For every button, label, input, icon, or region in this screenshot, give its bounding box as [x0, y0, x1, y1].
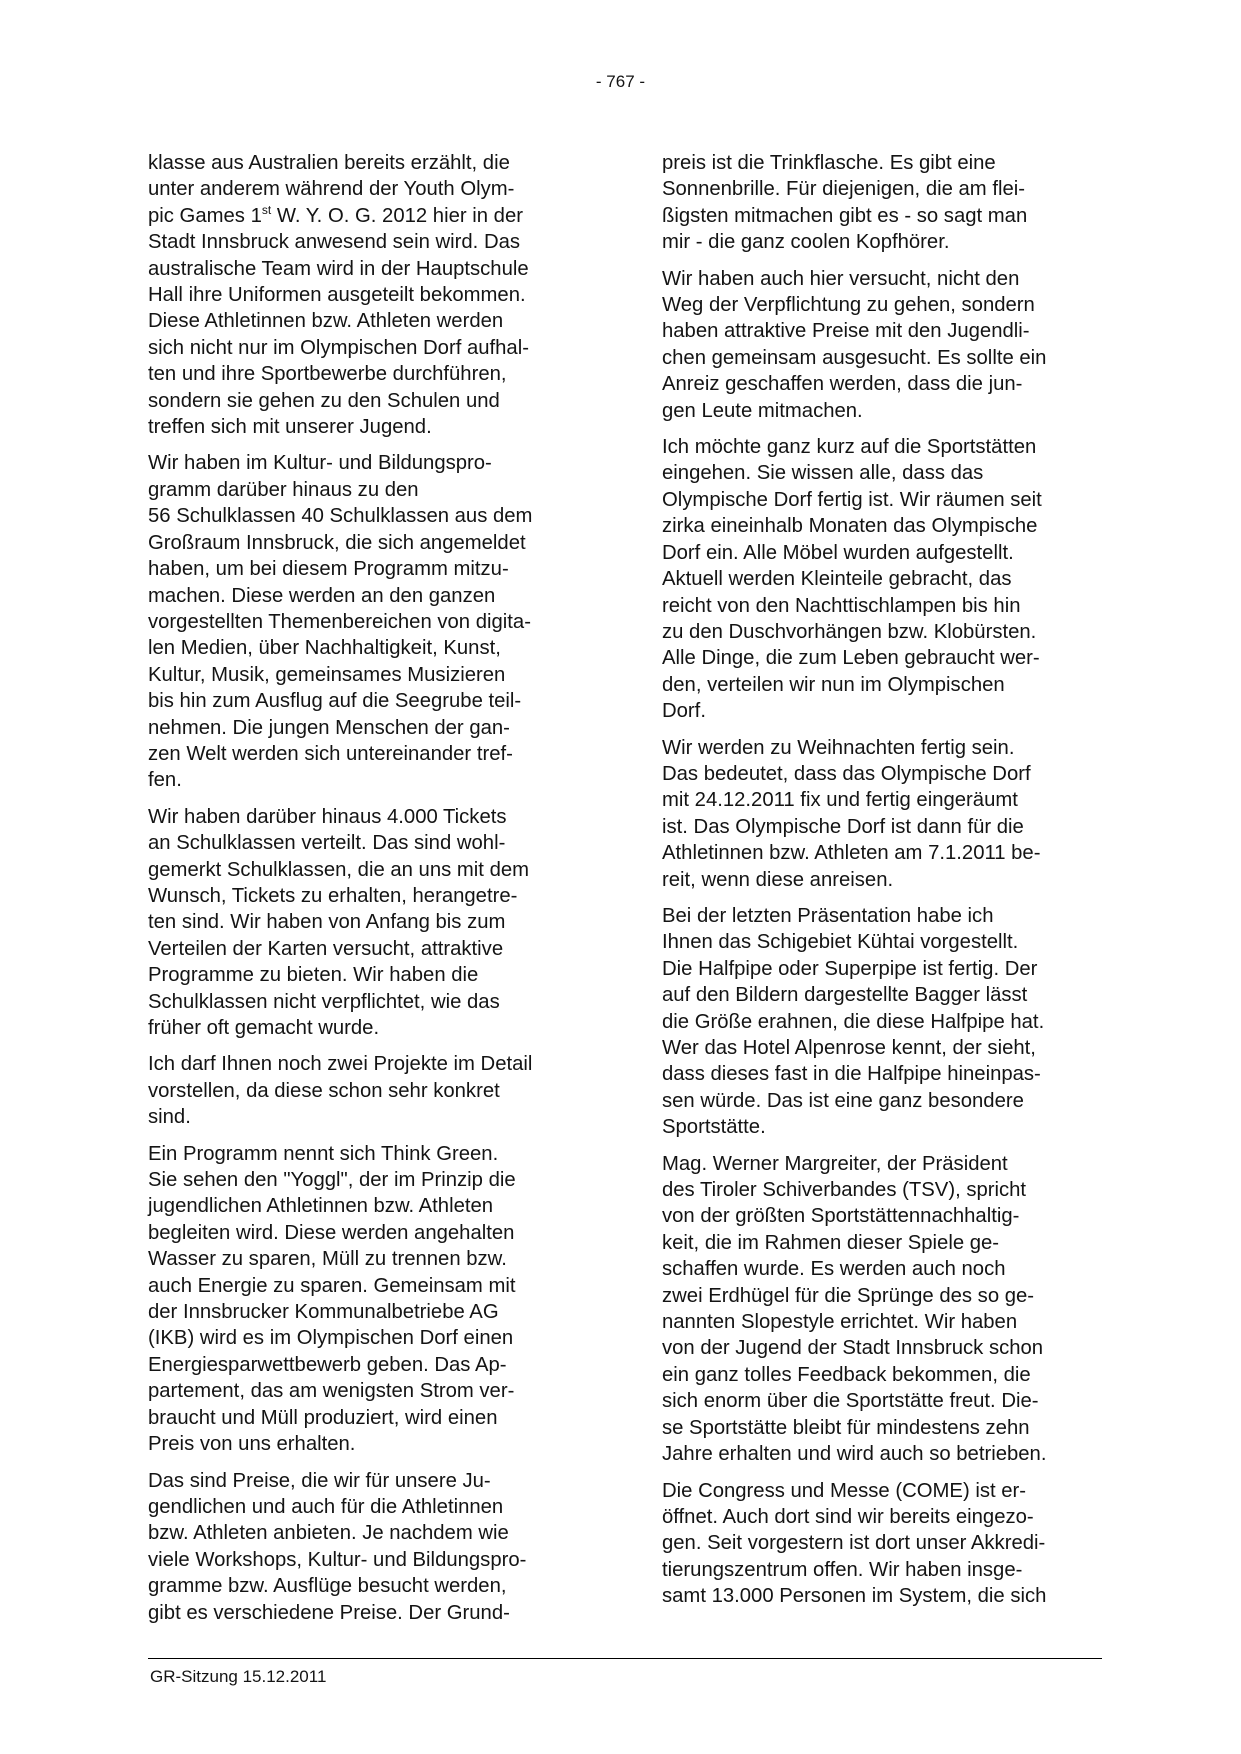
superscript-st: st: [261, 203, 272, 218]
left-paragraph-1-text-a: klasse aus Australien bereits erzählt, die unter anderem während der Youth Olym- pic Games 1: [148, 152, 515, 227]
left-paragraph-3: Wir haben darüber hinaus 4.000 Tickets an Schulklassen verteilt. Das sind wohl- gemerkt Schulklassen, die an uns mit dem Wunsch, Tickets zu erhalten, herangetre- ten sind. Wir haben von Anfang bis zum Verteilen der Karten versucht, attraktive Programme zu bieten. Wir haben die Schulklassen nicht verpflichtet, wie das früher oft gemacht wurde.: [148, 805, 530, 1039]
left-paragraph-6: Das sind Preise, die wir für unsere Ju- gendlichen und auch für die Athletinnen bzw. Athleten anbieten. Je nachdem wie viele Workshops, Kultur- und Bildungspro- gramme bzw. Ausflüge besucht werden, gibt es verschiedene Preise. Der Grund-: [148, 1469, 527, 1624]
left-paragraph-1: [148, 150, 560, 440]
right-paragraph-6: Mag. Werner Margreiter, der Präsident des Tiroler Schiverbandes (TSV), spricht von der größten Sportstättennachhaltig- keit, die im Rahmen dieser Spiele ge- schaffen wurde. Es werden auch noch zwei Erdhügel für die Sprünge des so ge- nannten Slopestyle errichtet. Wir haben von der Jugend der Stadt Innsbruck schon ein ganz tolles Feedback bekommen, die sich enorm über die Sportstätte freut. Die- se Sportstätte bleibt für mindestens zehn Jahre erhalten und wird auch so betrieben.: [662, 1152, 1047, 1466]
right-paragraph-5: Bei der letzten Präsentation habe ich Ihnen das Schigebiet Kühtai vorgestellt. Die Halfpipe oder Superpipe ist fertig. Der auf den Bildern dargestellte Bagger lässt die Größe erahnen, die diese Halfpipe hat. Wer das Hotel Alpenrose kennt, der sieht, dass dieses fast in die Halfpipe hineinpas- sen würde. Das ist eine ganz besondere Sportstätte.: [662, 904, 1045, 1139]
left-paragraph-4: Ich darf Ihnen noch zwei Projekte im Detail vorstellen, da diese schon sehr konkret sind.: [148, 1053, 533, 1129]
left-paragraph-2: Wir haben im Kultur- und Bildungspro- gramm darüber hinaus zu den 56 Schulklassen 40 Schulklassen aus dem Großraum Innsbruck, die sich angemeldet haben, um bei diesem Programm mitzu- machen. Diese werden an den ganzen vorgestellten Themenbereichen von digita- len Medien, über Nachhaltigkeit, Kunst, Kultur, Musik, gemeinsames Musizieren bis hin zum Ausflug auf die Seegrube teil- nehmen. Die jungen Menschen der gan- zen Welt werden sich untereinander tref- fen.: [148, 452, 533, 792]
right-column: [662, 150, 1074, 1620]
page-number: - 767 -: [595, 72, 646, 91]
right-paragraph-4: Wir werden zu Weihnachten fertig sein. Das bedeutet, dass das Olympische Dorf mit 24.12.2011 fix und fertig eingeräumt ist. Das Olympische Dorf ist dann für die Athletinnen bzw. Athleten am 7.1.2011 be- reit, wenn diese anreisen.: [662, 736, 1041, 891]
footer-divider: [148, 1658, 1102, 1659]
left-paragraph-5: Ein Programm nennt sich Think Green. Sie sehen den "Yoggl", der im Prinzip die jugendlichen Athletinnen bzw. Athleten begleiten wird. Diese werden angehalten Wasser zu sparen, Müll zu trennen bzw. auch Energie zu sparen. Gemeinsam mit der Innsbrucker Kommunalbetriebe AG (IKB) wird es im Olympischen Dorf einen Energiesparwettbewerb geben. Das Ap- partement, das am wenigsten Strom ver- braucht und Müll produziert, wird einen Preis von uns erhalten.: [148, 1142, 516, 1456]
right-paragraph-3: Ich möchte ganz kurz auf die Sportstätten eingehen. Sie wissen alle, dass das Olympische Dorf fertig ist. Wir räumen seit zirka eineinhalb Monaten das Olympische Dorf ein. Alle Möbel wurden aufgestellt. Aktuell werden Kleinteile gebracht, das reicht von den Nachttischlampen bis hin zu den Duschvorhängen bzw. Klobürsten. Alle Dinge, die zum Leben gebraucht wer- den, verteilen wir nun im Olympischen Dorf.: [662, 436, 1042, 723]
right-paragraph-2: Wir haben auch hier versucht, nicht den Weg der Verpflichtung zu gehen, sondern haben attraktive Preise mit den Jugendli- chen gemeinsam ausgesucht. Es sollte ein Anreiz geschaffen werden, dass die jun- gen Leute mitmachen.: [662, 267, 1047, 422]
left-paragraph-1-text-b: W. Y. O. G. 2012 hier in der Stadt Innsbruck anwesend sein wird. Das australische Team wird in der Hauptschule Hall ihre Uniformen ausgeteilt bekommen. Diese Athletinnen bzw. Athleten werden sich nicht nur im Olympischen Dorf aufhal- ten und ihre Sportbewerbe durchführen, sondern sie gehen zu den Schulen und treffen sich mit unserer Jugend.: [148, 204, 529, 439]
right-paragraph-1: preis ist die Trinkflasche. Es gibt eine Sonnenbrille. Für diejenigen, die am flei- ßigsten mitmachen gibt es - so sagt man mir - die ganz coolen Kopfhörer.: [662, 152, 1028, 254]
footer-session-label: GR-Sitzung 15.12.2011: [150, 1667, 327, 1686]
right-paragraph-7: Die Congress und Messe (COME) ist er- öffnet. Auch dort sind wir bereits eingezo- gen. Seit vorgestern ist dort unser Akkredi- tierungszentrum offen. Wir haben insge- samt 13.000 Personen im System, die sich: [662, 1479, 1047, 1608]
left-column: [148, 150, 560, 1636]
